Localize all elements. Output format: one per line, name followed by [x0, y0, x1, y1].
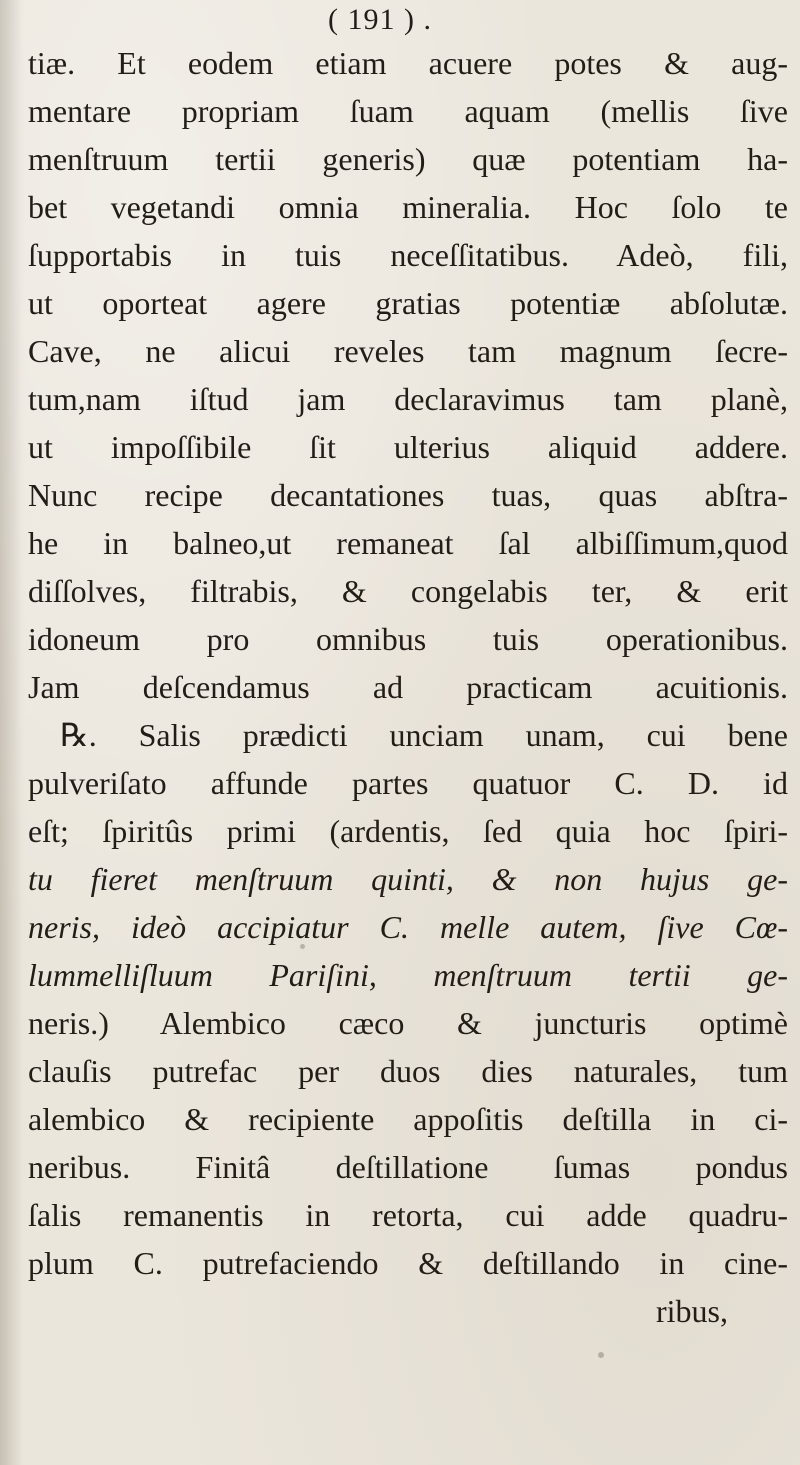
page-header: [0, 2, 800, 38]
text-line: diſſolves, filtrabis, & congelabis ter, & erit: [28, 573, 788, 609]
catchword: ribus,: [656, 1293, 728, 1329]
text-line: mentare propriam ſuam aquam (mellis ſive: [28, 93, 788, 129]
recipe-line: ℞. Salis prædicti unciam unam, cui bene: [60, 717, 788, 753]
text-line: neribus. Finitâ deſtillatione ſumas pondus: [28, 1149, 788, 1185]
italic-line: lummelliſluum Pariſini, menſtruum tertii ge-: [28, 957, 788, 993]
text-line: eſt; ſpiritûs primi (ardentis, ſed quia hoc ſpiri-: [28, 813, 788, 849]
text-line: menſtruum tertii generis) quæ potentiam ha-: [28, 141, 788, 177]
text-line: ſupportabis in tuis neceſſitatibus. Adeò, fili,: [28, 237, 788, 273]
ink-speck: [300, 944, 305, 949]
text-line: ſalis remanentis in retorta, cui adde quadru-: [28, 1197, 788, 1233]
page-number: ( 191 ) .: [328, 3, 432, 36]
page-gutter-shadow: [0, 0, 22, 1465]
text-line: ut oporteat agere gratias potentiæ abſolutæ.: [28, 285, 788, 321]
text-line: idoneum pro omnibus tuis operationibus.: [28, 621, 788, 657]
text-line: tum,nam iſtud jam declaravimus tam planè,: [28, 381, 788, 417]
italic-line: neris, ideò accipiatur C. melle autem, ſive Cœ-: [28, 909, 788, 945]
text-line: neris.) Alembico cæco & juncturis optimè: [28, 1005, 788, 1041]
text-line: Cave, ne alicui reveles tam magnum ſecre-: [28, 333, 788, 369]
text-line: Nunc recipe decantationes tuas, quas abſtra-: [28, 477, 788, 513]
text-line: Jam deſcendamus ad practicam acuitionis.: [28, 669, 788, 705]
italic-line: tu fieret menſtruum quinti, & non hujus ge-: [28, 861, 788, 897]
text-line: tiæ. Et eodem etiam acuere potes & aug-: [28, 45, 788, 81]
text-line: clauſis putrefac per duos dies naturales, tum: [28, 1053, 788, 1089]
ink-speck: [598, 1352, 604, 1358]
text-line: ut impoſſibile ſit ulterius aliquid addere.: [28, 429, 788, 465]
text-line: pulveriſato affunde partes quatuor C. D. id: [28, 765, 788, 801]
text-line: alembico & recipiente appoſitis deſtilla in ci-: [28, 1101, 788, 1137]
text-line: he in balneo,ut remaneat ſal albiſſimum,quod: [28, 525, 788, 561]
text-line: plum C. putrefaciendo & deſtillando in cine-: [28, 1245, 788, 1281]
text-line: bet vegetandi omnia mineralia. Hoc ſolo te: [28, 189, 788, 225]
